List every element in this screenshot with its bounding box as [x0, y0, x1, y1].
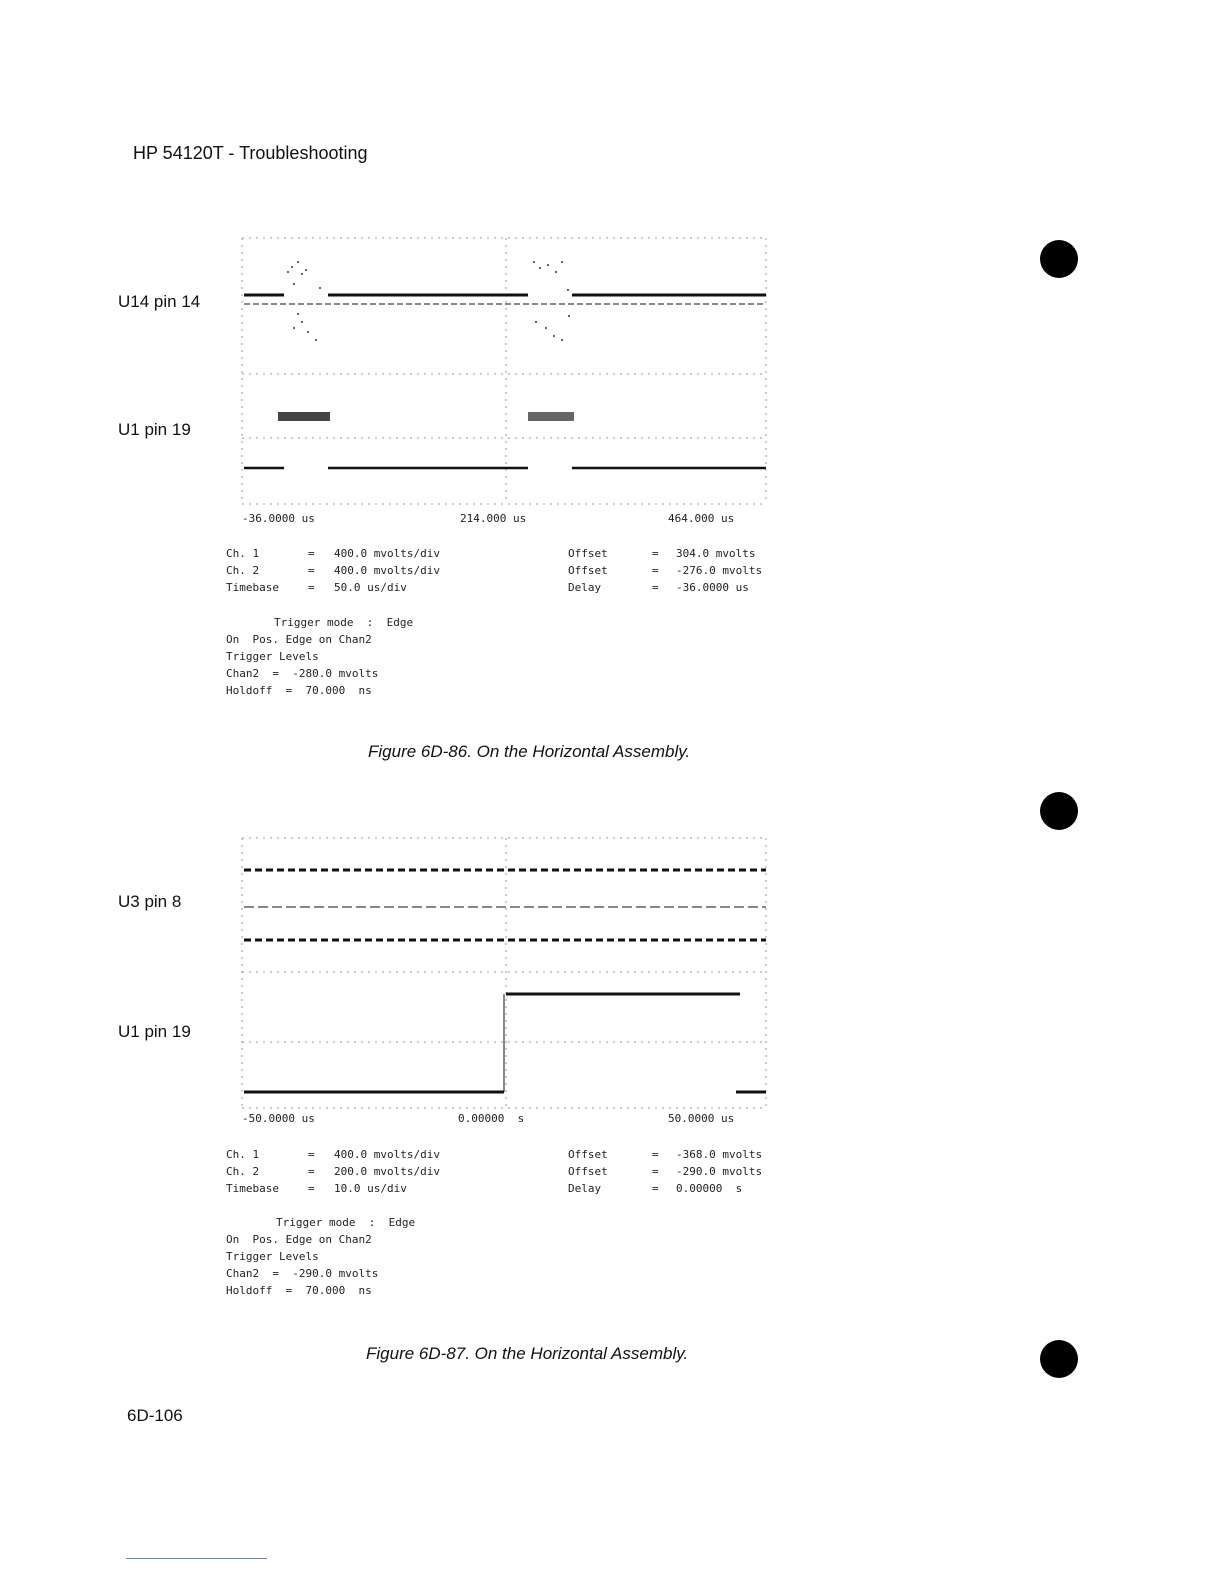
setting-value-timebase: 10.0 us/div: [334, 1182, 407, 1195]
setting-value-ch2: 400.0 mvolts/div: [334, 564, 440, 577]
trigger-levels-heading: Trigger Levels: [226, 1250, 319, 1263]
binder-hole-middle: [1040, 792, 1078, 830]
setting-value-offset1: 304.0 mvolts: [676, 547, 756, 560]
setting-value-timebase: 50.0 us/div: [334, 581, 407, 594]
time-axis-right: 50.0000 us: [668, 1112, 735, 1125]
figure-caption: Figure 6D-86. On the Horizontal Assembly.: [368, 742, 691, 761]
time-axis-center: 214.000 us: [460, 512, 527, 525]
binder-hole-bottom: [1040, 1340, 1078, 1378]
binder-hole-top: [1040, 240, 1078, 278]
setting-value-delay: -36.0000 us: [676, 581, 749, 594]
time-axis-left: -50.0000 us: [242, 1112, 315, 1125]
footer-rule: [126, 1558, 267, 1559]
setting-name-delay: Delay: [568, 581, 602, 594]
page-number: 6D-106: [127, 1406, 183, 1425]
trace-label-ch2: U1 pin 19: [118, 420, 191, 439]
trigger-mode: Trigger mode : Edge: [274, 616, 414, 629]
setting-value-offset2: -290.0 mvolts: [676, 1165, 763, 1178]
setting-name-ch1: Ch. 1: [226, 1148, 260, 1161]
setting-name-timebase: Timebase: [226, 1182, 279, 1195]
setting-value-offset1: -368.0 mvolts: [676, 1148, 763, 1161]
trigger-level-chan2: Chan2 = -280.0 mvolts: [226, 667, 379, 680]
trace-label-ch1: U14 pin 14: [118, 292, 201, 311]
trigger-mode: Trigger mode : Edge: [276, 1216, 416, 1229]
setting-name-offset2: Offset: [568, 1165, 608, 1178]
trigger-holdoff: Holdoff = 70.000 ns: [226, 1284, 372, 1297]
setting-name-ch1: Ch. 1: [226, 547, 260, 560]
setting-value-offset2: -276.0 mvolts: [676, 564, 763, 577]
setting-name-ch2: Ch. 2: [226, 1165, 260, 1178]
setting-name-delay: Delay: [568, 1182, 602, 1195]
setting-value-ch1: 400.0 mvolts/div: [334, 1148, 440, 1161]
trace-label-ch1: U3 pin 8: [118, 892, 182, 911]
trigger-source: On Pos. Edge on Chan2: [226, 1233, 372, 1246]
trigger-source: On Pos. Edge on Chan2: [226, 633, 372, 646]
trigger-levels-heading: Trigger Levels: [226, 650, 319, 663]
trace-label-ch2: U1 pin 19: [118, 1022, 191, 1041]
setting-value-delay: 0.00000 s: [676, 1182, 743, 1195]
trigger-level-chan2: Chan2 = -290.0 mvolts: [226, 1267, 379, 1280]
setting-value-ch2: 200.0 mvolts/div: [334, 1165, 440, 1178]
time-axis-left: -36.0000 us: [242, 512, 315, 525]
time-axis-center: 0.00000 s: [458, 1112, 525, 1125]
time-axis-right: 464.000 us: [668, 512, 735, 525]
setting-value-ch1: 400.0 mvolts/div: [334, 547, 440, 560]
setting-name-offset1: Offset: [568, 1148, 608, 1161]
setting-name-ch2: Ch. 2: [226, 564, 260, 577]
figure-caption: Figure 6D-87. On the Horizontal Assembly.: [366, 1344, 689, 1363]
waveform-screen-2: [236, 832, 776, 1122]
page-header: HP 54120T - Troubleshooting: [133, 143, 368, 163]
waveform-screen-1: [236, 232, 776, 532]
setting-name-offset2: Offset: [568, 564, 608, 577]
setting-name-timebase: Timebase: [226, 581, 279, 594]
trigger-holdoff: Holdoff = 70.000 ns: [226, 684, 372, 697]
setting-name-offset1: Offset: [568, 547, 608, 560]
